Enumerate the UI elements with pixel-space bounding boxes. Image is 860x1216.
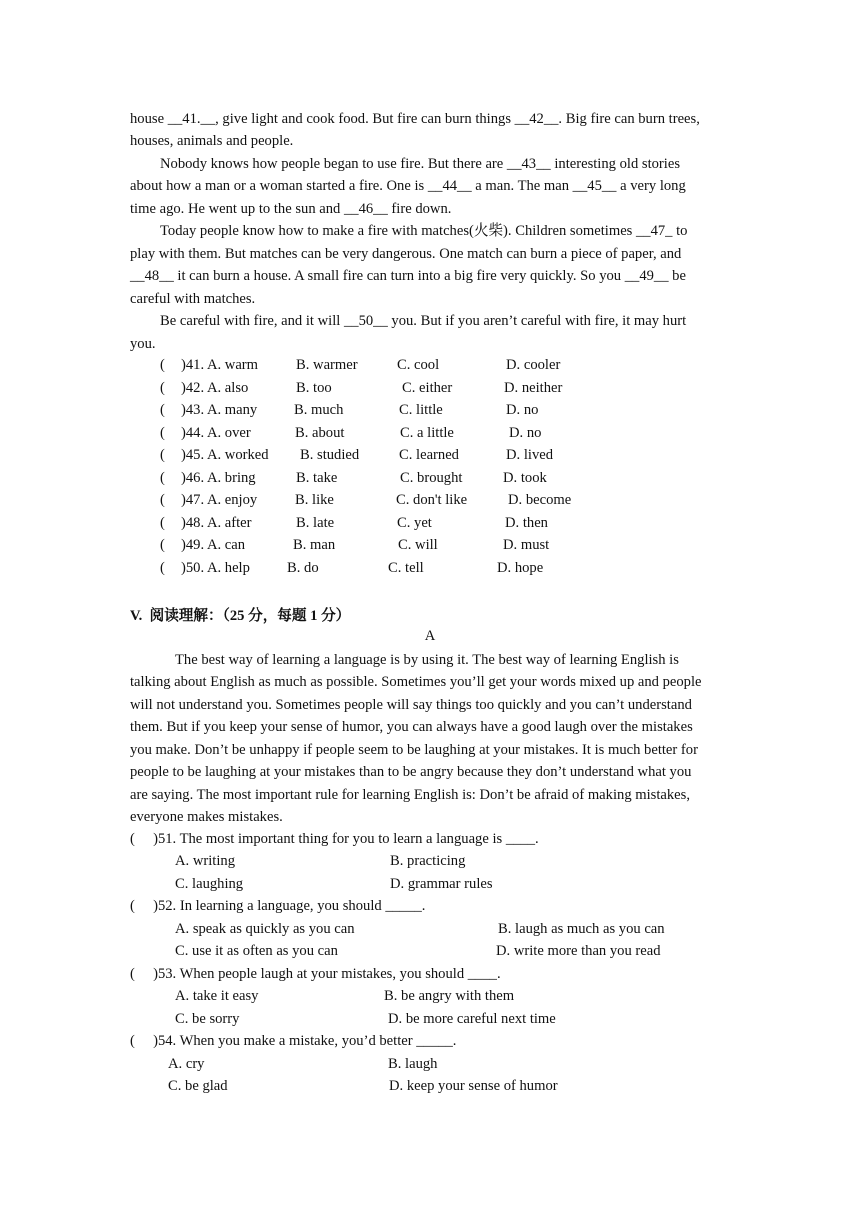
option-d: D. no — [506, 402, 539, 418]
option-d: D. lived — [506, 447, 554, 463]
option-d: D. grammar rules — [390, 876, 493, 892]
option-a: )43. A. many — [181, 402, 258, 418]
option-c: C. yet — [397, 515, 432, 531]
reading-line-4: them. But if you keep your sense of humor, you can always have a good laugh over the mistakes — [130, 719, 693, 735]
option-c: C. be sorry — [175, 1011, 240, 1027]
option-d: D. took — [503, 470, 547, 486]
option-b: B. studied — [300, 447, 360, 463]
option-b: B. much — [294, 402, 344, 418]
cloze-line-5: time ago. He went up to the sun and __46__ fire down. — [130, 201, 452, 217]
option-a: )49. A. can — [181, 537, 246, 553]
option-d: D. keep your sense of humor — [389, 1078, 558, 1094]
option-c: C. laughing — [175, 876, 244, 892]
option-b: B. be angry with them — [384, 988, 515, 1004]
option-d: D. no — [509, 425, 542, 441]
reading-line-8: everyone makes mistakes. — [130, 809, 283, 825]
option-b: B. like — [295, 492, 334, 508]
option-a: A. speak as quickly as you can — [175, 921, 355, 937]
option-a: )44. A. over — [181, 425, 251, 441]
cloze-line-11: you. — [130, 336, 156, 352]
option-a: )42. A. also — [181, 380, 249, 396]
cloze-line-4: about how a man or a woman started a fire. One is __44__ a man. The man __45__ a very long — [130, 178, 686, 194]
cloze-line-6: Today people know how to make a fire with matches(火柴). Children sometimes __47_ to — [160, 223, 688, 239]
option-a: A. take it easy — [175, 988, 259, 1004]
cloze-line-2: houses, animals and people. — [130, 133, 294, 149]
option-b: B. about — [295, 425, 345, 441]
answer-bracket: ( — [160, 470, 165, 486]
option-c: C. will — [398, 537, 438, 553]
option-c: C. little — [399, 402, 443, 418]
option-a: )48. A. after — [181, 515, 252, 531]
answer-bracket: ( — [160, 402, 165, 418]
option-c: C. tell — [388, 560, 424, 576]
option-b: B. too — [296, 380, 332, 396]
option-c: C. use it as often as you can — [175, 943, 338, 959]
section-heading: V. 阅读理解：（25 分，每题 1 分） — [130, 608, 351, 624]
option-c: C. a little — [400, 425, 454, 441]
answer-bracket: ( — [160, 492, 165, 508]
option-a: A. cry — [168, 1056, 205, 1072]
question-stem: ( )51. The most important thing for you to learn a language is ____. — [130, 831, 539, 847]
option-a: )47. A. enjoy — [181, 492, 258, 508]
option-c: C. be glad — [168, 1078, 228, 1094]
option-a: A. writing — [175, 853, 235, 869]
question-stem: ( )53. When people laugh at your mistakes, you should ____. — [130, 966, 501, 982]
option-d: D. neither — [504, 380, 563, 396]
option-a: )46. A. bring — [181, 470, 256, 486]
answer-bracket: ( — [160, 560, 165, 576]
option-b: B. late — [296, 515, 335, 531]
option-d: D. be more careful next time — [388, 1011, 556, 1027]
option-c: C. either — [402, 380, 453, 396]
reading-line-2: talking about English as much as possible. Sometimes you’ll get your words mixed up and people — [130, 674, 702, 690]
option-c: C. learned — [399, 447, 459, 463]
cloze-line-7: play with them. But matches can be very dangerous. One match can burn a piece of paper, and — [130, 246, 682, 262]
option-a: )50. A. help — [181, 560, 250, 576]
cloze-line-1: house __41.__, give light and cook food. But fire can burn things __42__. Big fire can burn trees, — [130, 111, 700, 127]
option-b: B. man — [293, 537, 336, 553]
option-b: B. take — [296, 470, 338, 486]
option-d: D. cooler — [506, 357, 561, 373]
option-d: D. hope — [497, 560, 544, 576]
option-c: C. cool — [397, 357, 440, 373]
option-b: B. warmer — [296, 357, 358, 373]
option-a: )45. A. worked — [181, 447, 269, 463]
question-stem: ( )52. In learning a language, you should _____. — [130, 898, 426, 914]
answer-bracket: ( — [160, 380, 165, 396]
option-b: B. do — [287, 560, 319, 576]
option-c: C. brought — [400, 470, 463, 486]
cloze-line-8: __48__ it can burn a house. A small fire can turn into a big fire very quickly. So you __49__ be — [130, 268, 686, 284]
option-b: B. laugh as much as you can — [498, 921, 665, 937]
reading-line-7: are saying. The most important rule for learning English is: Don’t be afraid of making mistakes, — [130, 787, 690, 803]
cloze-line-3: Nobody knows how people began to use fire. But there are __43__ interesting old stories — [160, 156, 680, 172]
option-a: )41. A. warm — [181, 357, 259, 373]
reading-line-6: people to be laughing at your mistakes than to be angry because they don’t understand what you — [130, 764, 692, 780]
answer-bracket: ( — [160, 357, 165, 373]
cloze-line-9: careful with matches. — [130, 291, 256, 307]
option-d: D. then — [505, 515, 548, 531]
option-c: C. don't like — [396, 492, 468, 508]
option-b: B. laugh — [388, 1056, 438, 1072]
answer-bracket: ( — [160, 425, 165, 441]
question-stem: ( )54. When you make a mistake, you’d better _____. — [130, 1033, 457, 1049]
answer-bracket: ( — [160, 537, 165, 553]
reading-line-3: will not understand you. Sometimes people will say things too quickly and you can’t understand — [130, 697, 692, 713]
reading-line-1: The best way of learning a language is by using it. The best way of learning English is — [175, 652, 679, 668]
reading-line-5: you make. Don’t be unhappy if people seem to be laughing at your mistakes. It is much better for — [130, 742, 698, 758]
answer-bracket: ( — [160, 447, 165, 463]
option-d: D. must — [503, 537, 550, 553]
answer-bracket: ( — [160, 515, 165, 531]
option-b: B. practicing — [390, 853, 466, 869]
option-d: D. become — [508, 492, 572, 508]
cloze-line-10: Be careful with fire, and it will __50__ you. But if you aren’t careful with fire, it may hurt — [160, 313, 687, 329]
part-label: A — [424, 628, 436, 644]
option-d: D. write more than you read — [496, 943, 661, 959]
